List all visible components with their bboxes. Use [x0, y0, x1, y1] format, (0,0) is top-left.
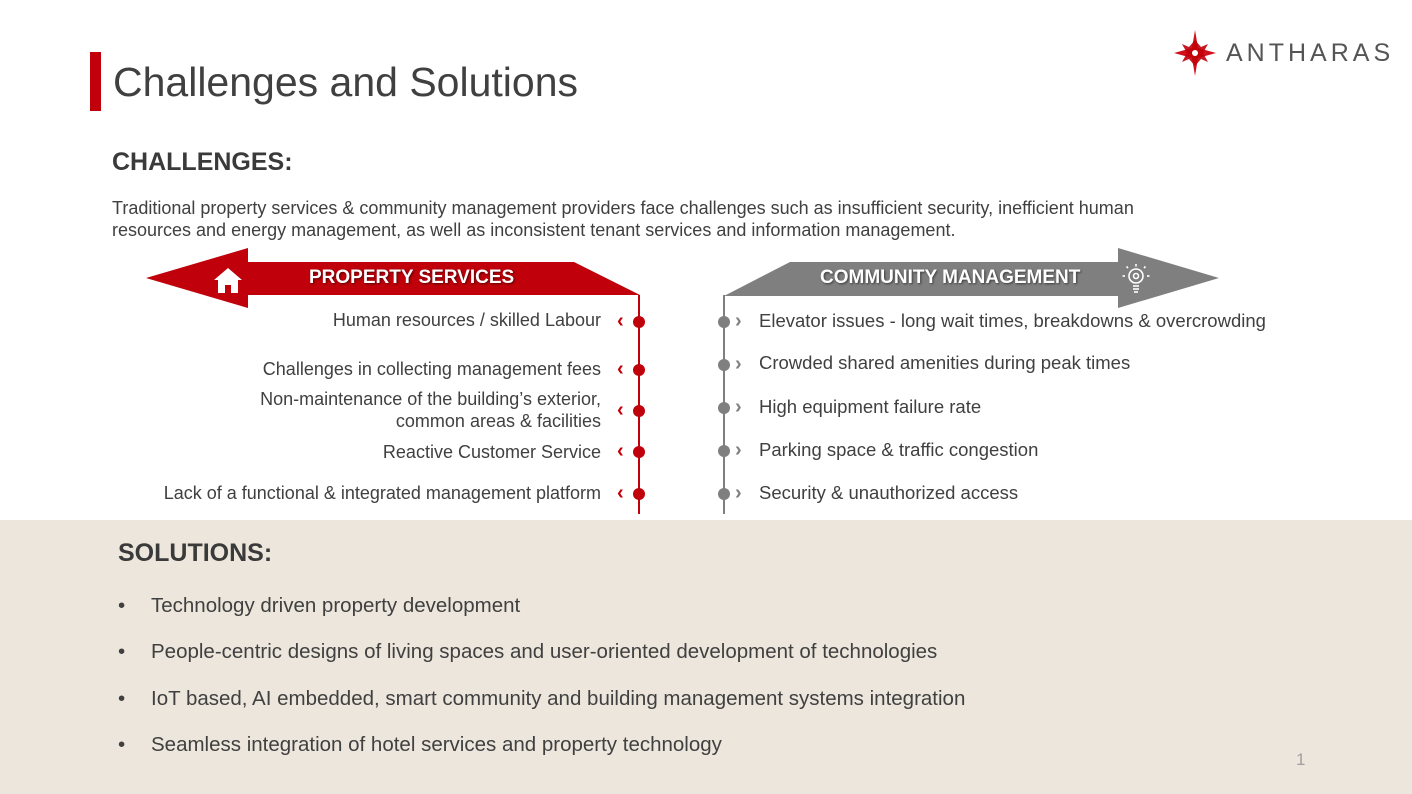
community-item-3: High equipment failure rate: [759, 396, 982, 417]
solution-item: [118, 640, 937, 664]
timeline-dot: [633, 488, 645, 500]
property-item-1: Human resources / skilled Labour: [332, 310, 601, 330]
bullet-icon: •: [118, 733, 126, 756]
timeline-dot: [633, 364, 645, 376]
chevron-left-icon: ‹: [617, 358, 624, 380]
chevron-right-icon: ›: [735, 396, 742, 418]
timeline-dot: [633, 405, 645, 417]
solution-text-1: Technology driven property development: [151, 594, 521, 617]
property-item-3-line-2: common areas & facilities: [395, 411, 601, 431]
chevron-left-icon: ‹: [617, 440, 624, 462]
timeline-dot: [718, 488, 730, 500]
solution-item: [118, 594, 520, 618]
chevron-left-icon: ‹: [617, 399, 624, 421]
community-item-1: Elevator issues - long wait times, breakdowns & overcrowding: [759, 310, 1266, 331]
chevron-right-icon: ›: [735, 482, 742, 504]
community-management-label: COMMUNITY MANAGEMENT: [820, 267, 1081, 288]
property-item-3-line-1: Non-maintenance of the building’s exterior,: [260, 389, 601, 409]
timeline-dot: [718, 402, 730, 414]
community-item-2: Crowded shared amenities during peak times: [759, 352, 1131, 373]
solution-item: [118, 687, 965, 711]
intro-line-1: Traditional property services & community management providers face challenges such as insufficient security, inefficient human: [112, 198, 1134, 218]
solutions-heading: SOLUTIONS:: [118, 539, 273, 567]
chevron-right-icon: ›: [735, 353, 742, 375]
timeline-dot: [718, 316, 730, 328]
community-item-5: Security & unauthorized access: [759, 482, 1019, 503]
chevron-left-icon: ‹: [617, 310, 624, 332]
timeline-dot: [718, 359, 730, 371]
intro-line-2: resources and energy management, as well as inconsistent tenant services and information management.: [112, 220, 956, 240]
bullet-icon: •: [118, 594, 126, 617]
timeline-dot: [718, 445, 730, 457]
property-item-3: [260, 388, 601, 432]
timeline-dot: [633, 446, 645, 458]
timeline-dot: [633, 316, 645, 328]
community-item-4: Parking space & traffic congestion: [759, 439, 1039, 460]
solution-text-4: Seamless integration of hotel services and property technology: [151, 733, 722, 756]
bullet-icon: •: [118, 687, 126, 710]
chevron-left-icon: ‹: [617, 482, 624, 504]
challenges-heading: CHALLENGES:: [112, 148, 293, 176]
property-item-2: Challenges in collecting management fees: [262, 359, 601, 379]
solution-text-2: People-centric designs of living spaces and user-oriented development of technologies: [151, 640, 938, 663]
banner-arrows: [0, 0, 1412, 320]
chevron-right-icon: ›: [735, 310, 742, 332]
property-item-5: Lack of a functional & integrated management platform: [163, 483, 601, 503]
solution-item: [118, 733, 722, 757]
page-title: Challenges and Solutions: [113, 59, 578, 105]
page-number: 1: [1296, 750, 1306, 769]
bullet-icon: •: [118, 640, 126, 663]
chevron-right-icon: ›: [735, 439, 742, 461]
property-services-label: PROPERTY SERVICES: [309, 267, 515, 288]
property-item-4: Reactive Customer Service: [382, 442, 601, 462]
logo-text: ANTHARAS: [1226, 38, 1395, 67]
solution-text-3: IoT based, AI embedded, smart community and building management systems integration: [151, 687, 966, 710]
